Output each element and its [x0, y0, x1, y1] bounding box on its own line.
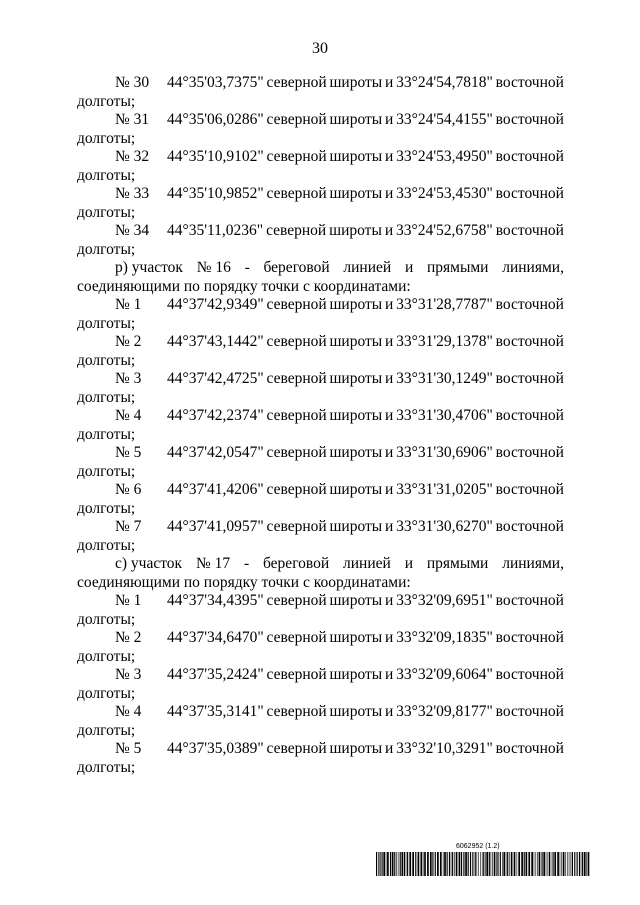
section-word: прямыми — [426, 259, 489, 276]
section-line — [77, 555, 564, 574]
coordinate-word: широты — [329, 296, 383, 313]
coordinate-word: широты — [329, 407, 383, 424]
coordinate-word: северной — [266, 148, 327, 165]
point-number: № 3 — [115, 370, 142, 387]
coordinate-line — [77, 74, 564, 93]
coordinate-entry — [77, 481, 564, 518]
coordinate-word: северной — [266, 333, 327, 350]
coordinate-entry — [77, 148, 564, 185]
coordinate-text — [167, 370, 564, 389]
coordinate-word: восточной — [495, 481, 564, 498]
coordinate-word: восточной — [495, 370, 564, 387]
coordinate-word: широты — [329, 703, 383, 720]
point-number: № 1 — [115, 296, 142, 313]
coordinate-text — [167, 333, 564, 352]
longitude-suffix: долготы; — [77, 388, 136, 406]
section-word: линией — [343, 555, 391, 572]
coordinate-word: 44°37'34,6470" — [167, 629, 264, 646]
coordinate-word: 44°37'43,1442" — [167, 333, 264, 350]
section-word: № 16 — [196, 259, 231, 276]
coordinate-line — [77, 148, 564, 167]
coordinate-line — [77, 666, 564, 685]
coordinate-word: восточной — [495, 296, 564, 313]
coordinate-entry — [77, 296, 564, 333]
coordinate-word: широты — [329, 592, 383, 609]
point-number: № 5 — [115, 740, 142, 757]
coordinate-text — [167, 148, 564, 167]
barcode-icon — [376, 852, 591, 876]
coordinate-word: и — [385, 333, 394, 350]
coordinate-word: 44°35'10,9102" — [167, 148, 264, 165]
coordinate-word: северной — [266, 370, 327, 387]
coordinate-text — [167, 407, 564, 426]
point-number: № 2 — [115, 333, 142, 350]
coordinate-word: северной — [266, 407, 327, 424]
coordinate-word: и — [385, 481, 394, 498]
section-word: линиями, — [502, 555, 564, 572]
coordinate-word: 44°37'42,2374" — [167, 407, 264, 424]
coordinate-text — [167, 111, 564, 130]
coordinate-word: широты — [329, 222, 382, 239]
coordinate-entry — [77, 740, 564, 777]
longitude-suffix: долготы; — [77, 721, 136, 739]
coordinate-entry — [77, 185, 564, 222]
coordinate-word: и — [384, 222, 394, 239]
coordinate-word: 33°24'54,7818" — [396, 74, 493, 91]
coordinate-line — [77, 222, 564, 241]
coordinate-word: 33°31'30,6270" — [396, 518, 493, 535]
longitude-suffix: долготы; — [77, 610, 136, 628]
point-number: № 33 — [115, 185, 150, 202]
coordinate-word: 33°24'53,4530" — [396, 185, 493, 202]
coordinate-text — [167, 481, 564, 500]
section-word: с) участок — [115, 555, 183, 572]
coordinate-text — [167, 592, 564, 611]
coordinate-text — [167, 703, 564, 722]
longitude-suffix: долготы; — [77, 758, 136, 776]
coordinate-word: широты — [329, 518, 383, 535]
coordinate-word: восточной — [495, 74, 564, 91]
coordinate-word: 33°32'10,3291" — [396, 740, 493, 757]
coordinate-line — [77, 629, 564, 648]
coordinate-word: 33°31'28,7787" — [396, 296, 493, 313]
coordinate-word: северной — [266, 74, 327, 91]
longitude-suffix: долготы; — [77, 536, 136, 554]
coordinate-text — [167, 629, 564, 648]
coordinate-word: восточной — [495, 518, 564, 535]
coordinate-word: и — [385, 629, 394, 646]
coordinate-word: 33°32'09,8177" — [396, 703, 493, 720]
coordinate-text — [167, 296, 564, 315]
coordinate-entry — [77, 333, 564, 370]
coordinate-line — [77, 444, 564, 463]
coordinate-word: северной — [266, 185, 327, 202]
coordinate-word: широты — [329, 370, 383, 387]
coordinate-word: и — [385, 74, 394, 91]
coordinate-word: 44°37'35,0389" — [167, 740, 264, 757]
longitude-suffix: долготы; — [77, 462, 136, 480]
coordinate-entry — [77, 444, 564, 481]
coordinate-word: и — [385, 444, 394, 461]
coordinate-word: и — [385, 111, 394, 128]
document-body — [77, 74, 564, 777]
coordinate-word: и — [385, 518, 394, 535]
longitude-suffix: долготы; — [77, 203, 136, 221]
coordinate-entry — [77, 629, 564, 666]
coordinate-text — [167, 518, 564, 537]
coordinate-word: широты — [329, 666, 383, 683]
section-word: линиями, — [502, 259, 564, 276]
coordinate-word: северной — [266, 592, 327, 609]
section-word: № 17 — [195, 555, 231, 572]
point-number: № 31 — [115, 111, 150, 128]
point-number: № 32 — [115, 148, 150, 165]
coordinate-word: восточной — [495, 407, 564, 424]
coordinate-line — [77, 185, 564, 204]
coordinate-word: широты — [329, 111, 383, 128]
coordinate-word: широты — [329, 444, 383, 461]
section-word: и — [404, 259, 414, 276]
section-word: береговой — [263, 259, 330, 276]
coordinate-text — [167, 222, 564, 241]
coordinate-word: 33°32'09,1835" — [396, 629, 493, 646]
coordinate-word: восточной — [495, 185, 564, 202]
document-code: 6062952 (1.2) — [456, 843, 500, 850]
coordinate-word: восточной — [495, 592, 564, 609]
coordinate-word: широты — [329, 740, 383, 757]
section-word: линией — [343, 259, 392, 276]
coordinate-word: восточной — [495, 740, 564, 757]
coordinate-word: 33°31'29,1378" — [396, 333, 493, 350]
point-number: № 4 — [115, 703, 142, 720]
coordinate-word: и — [385, 370, 394, 387]
coordinate-word: широты — [329, 481, 383, 498]
coordinate-word: 44°37'42,9349" — [167, 296, 264, 313]
coordinate-text — [167, 185, 564, 204]
longitude-suffix: долготы; — [77, 684, 136, 702]
longitude-suffix: долготы; — [77, 240, 136, 258]
section-word: прямыми — [426, 555, 489, 572]
coordinate-word: восточной — [495, 222, 564, 239]
coordinate-line — [77, 592, 564, 611]
coordinate-word: 33°31'31,0205" — [396, 481, 493, 498]
coordinate-text — [167, 444, 564, 463]
coordinate-word: широты — [329, 74, 383, 91]
longitude-suffix: долготы; — [77, 166, 136, 184]
longitude-suffix: долготы; — [77, 314, 136, 332]
point-number: № 34 — [115, 222, 150, 239]
coordinate-word: северной — [266, 666, 327, 683]
coordinate-word: северной — [266, 740, 327, 757]
point-number: № 2 — [115, 629, 142, 646]
section-word: р) участок — [115, 259, 183, 276]
page-number: 30 — [312, 40, 328, 57]
point-number: № 4 — [115, 407, 142, 424]
coordinate-word: 44°35'03,7375" — [167, 74, 264, 91]
point-number: № 7 — [115, 518, 142, 535]
section-word: береговой — [263, 555, 330, 572]
coordinate-entry — [77, 74, 564, 111]
coordinate-word: восточной — [495, 111, 564, 128]
longitude-suffix: долготы; — [77, 351, 136, 369]
coordinate-entry — [77, 518, 564, 555]
coordinate-text — [167, 740, 564, 759]
coordinate-word: северной — [266, 296, 327, 313]
coordinate-word: 33°31'30,4706" — [396, 407, 493, 424]
coordinate-word: 44°37'42,4725" — [167, 370, 264, 387]
coordinate-word: 33°24'54,4155" — [396, 111, 493, 128]
coordinate-word: северной — [266, 629, 327, 646]
coordinate-word: 44°37'41,0957" — [167, 518, 264, 535]
coordinate-entry — [77, 592, 564, 629]
coordinate-word: широты — [329, 148, 383, 165]
coordinate-line — [77, 703, 564, 722]
coordinate-word: 33°32'09,6064" — [396, 666, 493, 683]
section-heading — [77, 259, 564, 296]
coordinate-word: восточной — [495, 148, 564, 165]
coordinate-word: 33°32'09,6951" — [396, 592, 493, 609]
longitude-suffix: долготы; — [77, 647, 136, 665]
longitude-suffix: долготы; — [77, 92, 136, 110]
point-number: № 3 — [115, 666, 142, 683]
coordinate-word: широты — [329, 629, 383, 646]
point-number: № 5 — [115, 444, 142, 461]
coordinate-word: восточной — [495, 333, 564, 350]
coordinate-word: и — [385, 666, 394, 683]
coordinate-word: 44°35'06,0286" — [167, 111, 264, 128]
point-number: № 30 — [115, 74, 150, 91]
coordinate-word: 44°37'41,4206" — [167, 481, 264, 498]
coordinate-word: широты — [329, 185, 383, 202]
coordinate-word: северной — [266, 111, 327, 128]
section-word: - — [244, 259, 250, 276]
section-word: и — [404, 555, 413, 572]
longitude-suffix: долготы; — [77, 425, 136, 443]
point-number: № 1 — [115, 592, 142, 609]
coordinate-word: северной — [266, 444, 327, 461]
coordinate-word: и — [385, 407, 394, 424]
coordinate-word: 44°35'11,0236" — [167, 222, 264, 239]
coordinate-word: 44°35'10,9852" — [167, 185, 264, 202]
coordinate-word: восточной — [495, 444, 564, 461]
coordinate-text — [167, 666, 564, 685]
coordinate-line — [77, 481, 564, 500]
section-word: - — [243, 555, 250, 572]
coordinate-line — [77, 296, 564, 315]
coordinate-word: и — [385, 703, 394, 720]
coordinate-word: 33°24'52,6758" — [396, 222, 493, 239]
coordinate-word: 44°37'35,2424" — [167, 666, 264, 683]
section-line — [77, 259, 564, 278]
section-continuation: соединяющими по порядку точки с координатами: — [77, 573, 411, 591]
coordinate-line — [77, 111, 564, 130]
coordinate-entry — [77, 407, 564, 444]
coordinate-word: восточной — [495, 666, 564, 683]
coordinate-word: широты — [329, 333, 383, 350]
section-heading — [77, 555, 564, 592]
coordinate-word: северной — [266, 222, 327, 239]
coordinate-word: северной — [266, 518, 327, 535]
section-continuation: соединяющими по порядку точки с координатами: — [77, 277, 411, 295]
coordinate-word: северной — [266, 703, 327, 720]
coordinate-word: 33°31'30,1249" — [396, 370, 493, 387]
coordinate-entry — [77, 666, 564, 703]
coordinate-entry — [77, 111, 564, 148]
coordinate-line — [77, 333, 564, 352]
longitude-suffix: долготы; — [77, 499, 136, 517]
coordinate-word: восточной — [495, 629, 564, 646]
coordinate-word: восточной — [495, 703, 564, 720]
coordinate-word: 44°37'34,4395" — [167, 592, 264, 609]
coordinate-line — [77, 740, 564, 759]
coordinate-word: 33°24'53,4950" — [396, 148, 493, 165]
coordinate-word: и — [385, 185, 394, 202]
coordinate-word: и — [385, 592, 394, 609]
coordinate-word: и — [385, 148, 394, 165]
coordinate-text — [167, 74, 564, 93]
coordinate-word: и — [385, 740, 394, 757]
coordinate-word: и — [385, 296, 394, 313]
longitude-suffix: долготы; — [77, 129, 136, 147]
point-number: № 6 — [115, 481, 142, 498]
coordinate-word: 44°37'42,0547" — [167, 444, 264, 461]
coordinate-entry — [77, 370, 564, 407]
coordinate-line — [77, 370, 564, 389]
coordinate-line — [77, 407, 564, 426]
coordinate-entry — [77, 703, 564, 740]
coordinate-entry — [77, 222, 564, 259]
coordinate-word: 44°37'35,3141" — [167, 703, 264, 720]
coordinate-line — [77, 518, 564, 537]
coordinate-word: северной — [266, 481, 327, 498]
coordinate-word: 33°31'30,6906" — [396, 444, 493, 461]
